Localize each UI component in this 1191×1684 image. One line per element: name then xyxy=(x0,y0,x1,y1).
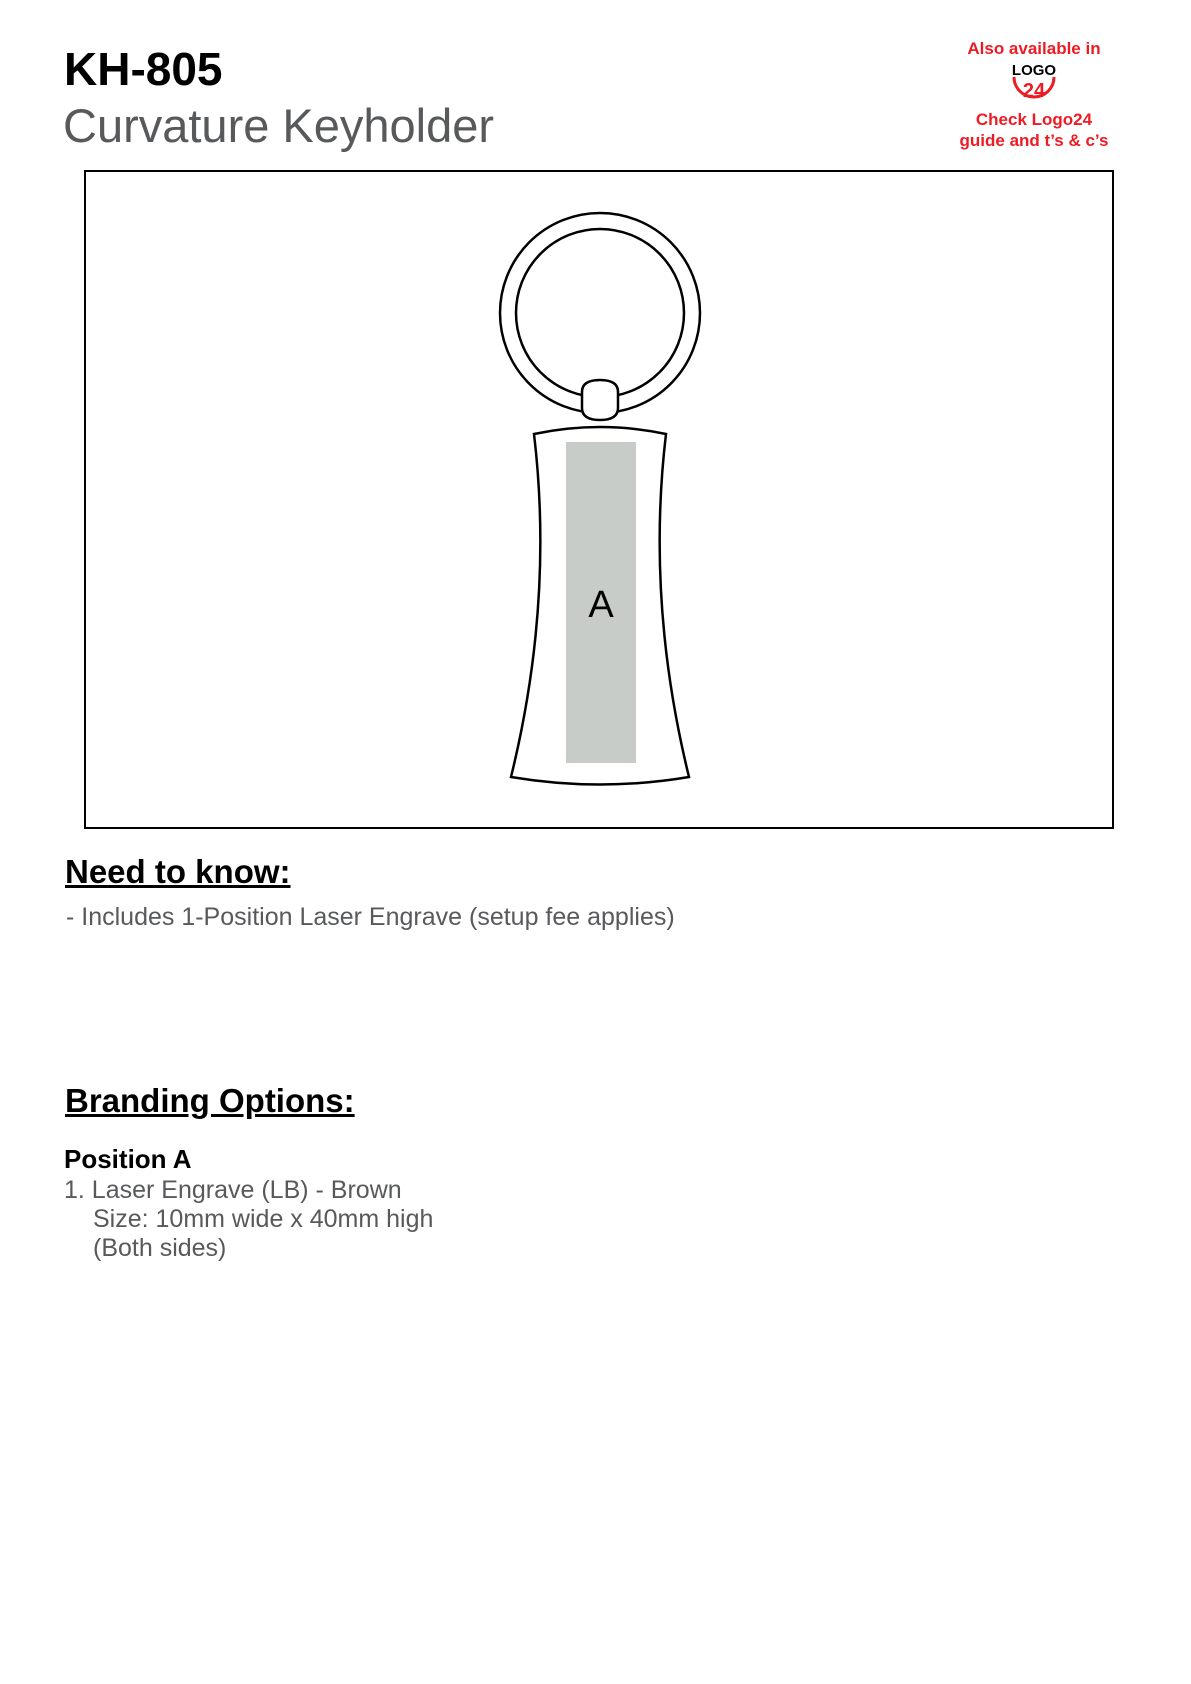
logo24-check-line1: Check Logo24 xyxy=(975,110,1093,129)
logo24-check-line2: guide and t’s & c’s xyxy=(959,131,1109,150)
logo24-mark-number: 24 xyxy=(1022,80,1046,102)
keyring-connector xyxy=(582,380,618,420)
logo24-mark-text: LOGO xyxy=(1011,62,1057,79)
keyholder-diagram xyxy=(86,172,1112,827)
imprint-area-label: A xyxy=(588,584,614,626)
need-to-know-item: - Includes 1-Position Laser Engrave (setup fee applies) xyxy=(66,903,675,931)
logo24-available-text: Also available in xyxy=(967,39,1101,58)
branding-option-method: 1. Laser Engrave (LB) - Brown xyxy=(64,1176,402,1204)
logo24-icon xyxy=(1006,61,1062,105)
keyring-inner xyxy=(516,229,684,397)
branding-options-heading: Branding Options: xyxy=(65,1082,355,1119)
position-a-title: Position A xyxy=(64,1144,192,1174)
branding-option-size: Size: 10mm wide x 40mm high xyxy=(93,1205,434,1233)
product-name: Curvature Keyholder xyxy=(63,99,495,152)
branding-option xyxy=(64,1176,433,1263)
logo24-notice xyxy=(944,38,1124,151)
branding-option-sides: (Both sides) xyxy=(93,1234,227,1262)
product-code: KH-805 xyxy=(64,43,223,95)
need-to-know-heading: Need to know: xyxy=(65,853,291,890)
product-diagram-frame xyxy=(84,170,1114,829)
